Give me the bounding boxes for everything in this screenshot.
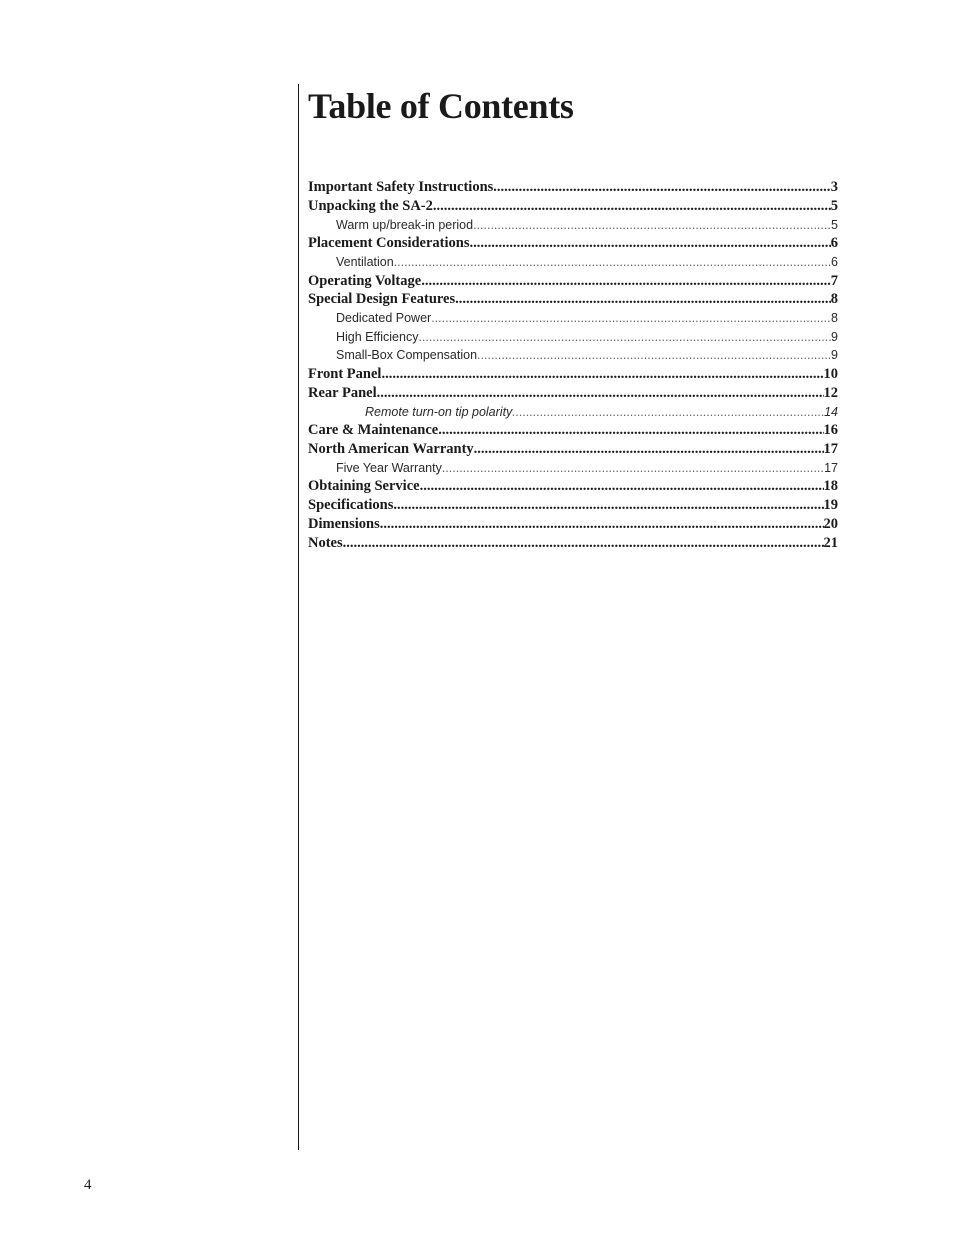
toc-entry[interactable] <box>308 515 838 534</box>
toc-entry-page: 17 <box>823 440 838 457</box>
toc-entry-page: 5 <box>830 197 838 214</box>
toc-entry-label: Warm up/break-in period <box>336 217 474 232</box>
toc-entry-label: Operating Voltage <box>308 272 422 289</box>
toc-entry-page: 14 <box>824 404 838 419</box>
toc-entry-label: Five Year Warranty <box>336 460 442 475</box>
toc-entry[interactable] <box>308 234 838 253</box>
toc-entry-page: 16 <box>823 422 838 439</box>
dot-leader <box>381 365 823 384</box>
dot-leader <box>431 309 831 328</box>
toc-entry-page: 9 <box>831 348 838 363</box>
dot-leader <box>470 234 831 253</box>
toc-entry-page: 8 <box>831 311 838 326</box>
toc-subsubentry[interactable] <box>308 403 838 422</box>
toc-entry-page: 19 <box>823 497 838 514</box>
dot-leader <box>377 384 824 403</box>
toc-entry-label: Small-Box Compensation <box>336 348 478 363</box>
page-number: 4 <box>84 1177 92 1193</box>
toc-entry[interactable] <box>308 178 838 197</box>
toc-entry-page: 18 <box>823 478 838 495</box>
toc-subentry[interactable] <box>308 328 838 347</box>
toc-entry-page: 7 <box>830 272 838 289</box>
toc-entry-label: Notes <box>308 534 343 551</box>
toc-entry-page: 20 <box>823 515 838 532</box>
toc-entry-label: Care & Maintenance <box>308 422 439 439</box>
toc-entry-page: 6 <box>830 235 838 252</box>
dot-leader <box>442 459 824 478</box>
toc-entry[interactable] <box>308 272 838 291</box>
dot-leader <box>473 216 831 235</box>
toc-entry[interactable] <box>308 290 838 309</box>
vertical-rule <box>298 84 299 1150</box>
toc-entry[interactable] <box>308 421 838 440</box>
toc-entry[interactable] <box>308 440 838 459</box>
toc-entry-label: Placement Considerations <box>308 235 470 252</box>
dot-leader <box>343 534 824 553</box>
dot-leader <box>394 253 831 272</box>
dot-leader <box>380 515 824 534</box>
toc-entry[interactable] <box>308 534 838 553</box>
toc-subentry[interactable] <box>308 309 838 328</box>
toc-entry[interactable] <box>308 365 838 384</box>
toc-subentry[interactable] <box>308 253 838 272</box>
page-title: Table of Contents <box>308 86 574 126</box>
toc-entry[interactable] <box>308 496 838 515</box>
toc-entry-page: 9 <box>831 329 838 344</box>
dot-leader <box>433 197 831 216</box>
toc-entry[interactable] <box>308 477 838 496</box>
toc-entry-page: 10 <box>823 365 838 382</box>
toc-entry-page: 17 <box>824 460 838 475</box>
toc-entry-page: 12 <box>823 384 838 401</box>
toc-entry-label: Obtaining Service <box>308 478 420 495</box>
dot-leader <box>438 421 823 440</box>
toc-entry[interactable] <box>308 384 838 403</box>
toc-entry-page: 21 <box>823 534 838 551</box>
dot-leader <box>493 178 830 197</box>
toc-subentry[interactable] <box>308 346 838 365</box>
dot-leader <box>393 496 823 515</box>
dot-leader <box>512 403 824 422</box>
toc-entry-page: 3 <box>830 179 838 195</box>
toc-subentry[interactable] <box>308 216 838 235</box>
toc-subentry[interactable] <box>308 459 838 478</box>
toc-entry-label: Rear Panel <box>308 384 377 401</box>
toc-entry-label: Front Panel <box>308 365 382 382</box>
table-of-contents <box>308 178 838 553</box>
dot-leader <box>420 477 824 496</box>
dot-leader <box>477 346 831 365</box>
dot-leader <box>455 290 831 309</box>
toc-entry[interactable] <box>308 197 838 216</box>
dot-leader <box>421 272 831 291</box>
dot-leader <box>418 328 831 347</box>
toc-entry-label: Special Design Features <box>308 291 456 308</box>
toc-entry-page: 6 <box>831 254 838 269</box>
toc-entry-label: Unpacking the SA-2 <box>308 197 433 214</box>
dot-leader <box>474 440 824 459</box>
toc-entry-label: Dimensions <box>308 515 380 532</box>
toc-entry-label: High Efficiency <box>336 329 419 344</box>
toc-entry-label: Important Safety Instructions <box>308 179 494 195</box>
toc-entry-page: 5 <box>831 217 838 232</box>
toc-entry-label: North American Warranty <box>308 440 474 457</box>
toc-entry-label: Dedicated Power <box>336 311 432 326</box>
toc-entry-label: Remote turn-on tip polarity <box>365 404 513 419</box>
toc-entry-page: 8 <box>830 291 838 308</box>
toc-entry-label: Specifications <box>308 497 394 514</box>
toc-entry-label: Ventilation <box>336 254 394 269</box>
